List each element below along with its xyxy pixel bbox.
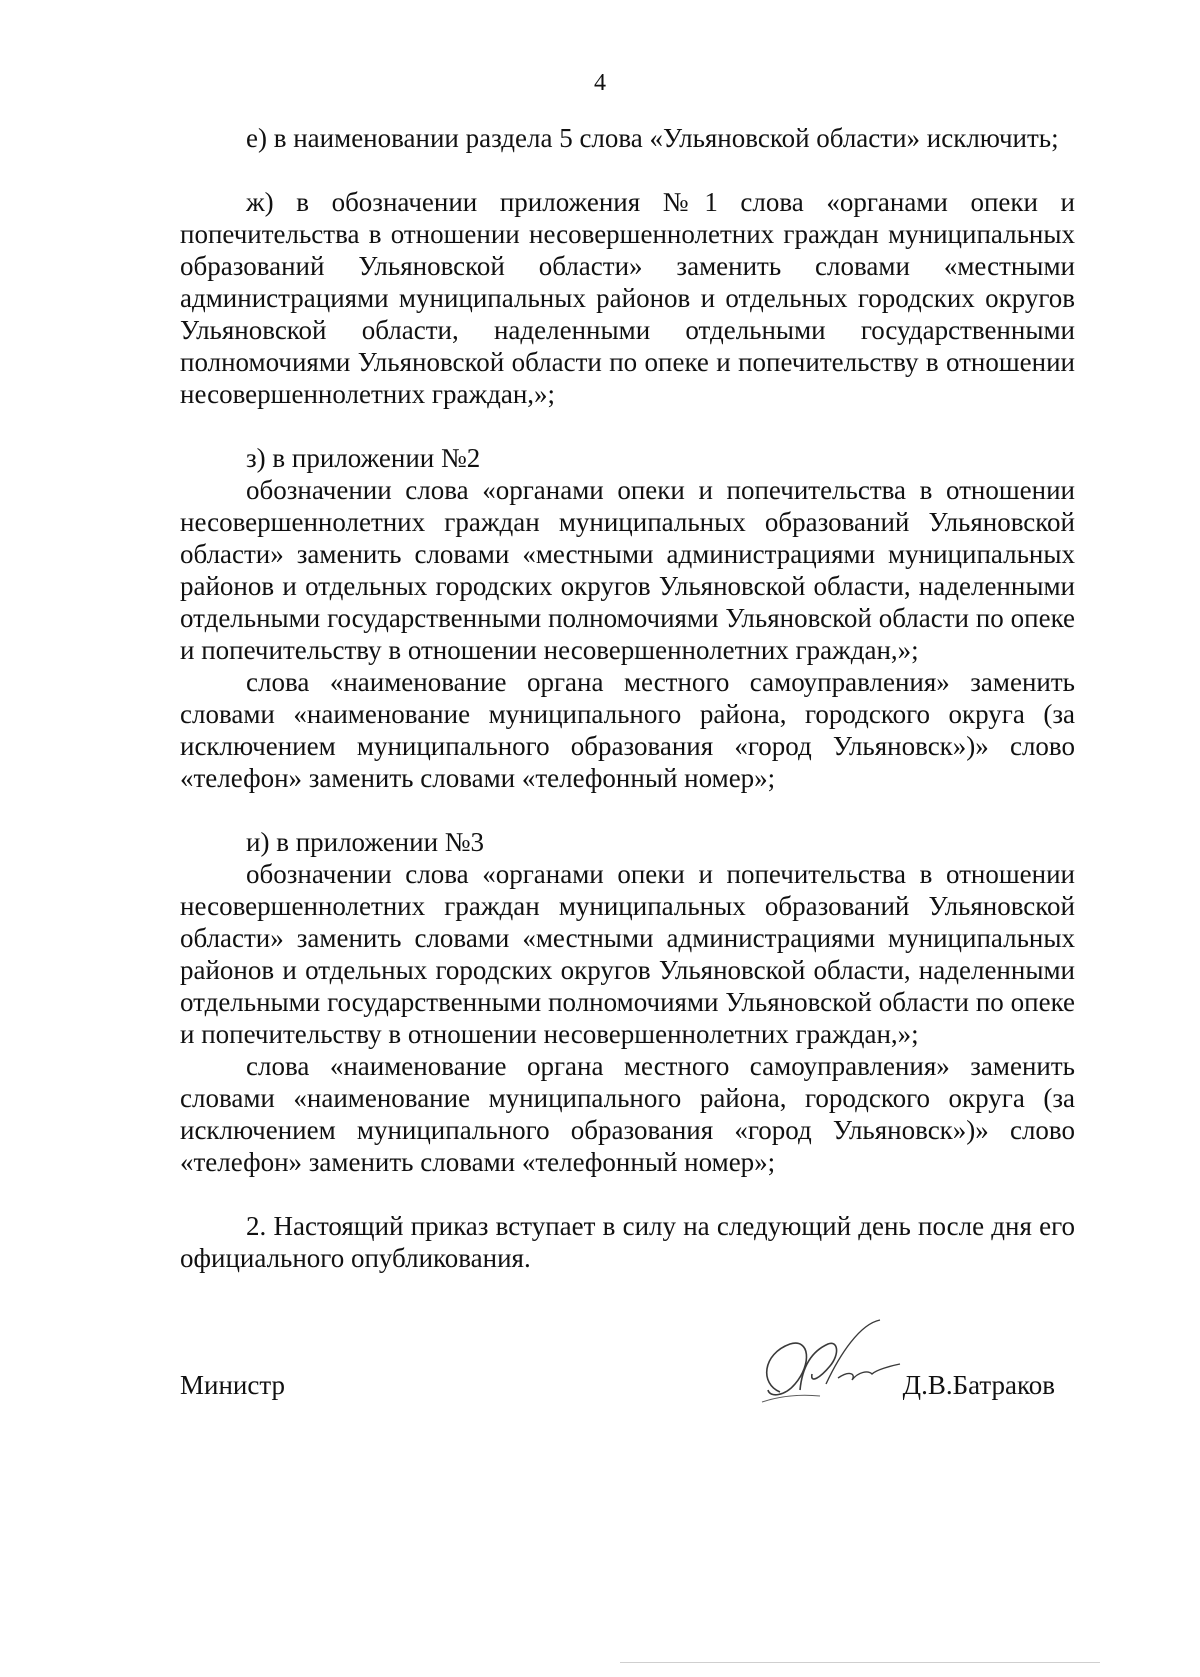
signer-name: Д.В.Батраков [902,1370,1055,1400]
paragraph-i-heading: и) в приложении №3 [246,827,485,857]
document-body [180,122,1075,1274]
paragraph-e: е) в наименовании раздела 5 слова «Ульяновской области» исключить; [246,123,1059,153]
signer-title: Министр [180,1370,285,1400]
paragraph-zh: ж) в обозначении приложения №1 слова «органами опеки и попечительства в отношении несовершеннолетних граждан муниципальных образований Ульяновской области» заменить словами «местными администрациями муниципальных районов и отдельных городских округов Ульяновской области, наделенными отдельными государственными полномочиями Ульяновской области по опеке и попечительству в отношении несовершеннолетних граждан,»; [180,187,1075,409]
signature-block [180,1348,1075,1408]
paragraph-item-2: 2. Настоящий приказ вступает в силу на следующий день после дня его официального опубликования. [180,1211,1075,1273]
handwritten-signature [740,1314,920,1414]
page-number: 4 [594,70,606,96]
footer-rule [620,1662,1100,1663]
paragraph-z-designation: обозначении слова «органами опеки и попечительства в отношении несовершеннолетних граждан муниципальных образований Ульяновской области» заменить словами «местными администрациями муниципальных районов и отдельных городских округов Ульяновской области, наделенными отдельными государственными полномочиями Ульяновской области по опеке и попечительству в отношении несовершеннолетних граждан,»; [180,475,1075,665]
paragraph-i-words: слова «наименование органа местного самоуправления» заменить словами «наименование муниципального района, городского округа (за исключением муниципального образования «город Ульяновск»)» слово «телефон» заменить словами «телефонный номер»; [180,1051,1075,1177]
paragraph-z-words: слова «наименование органа местного самоуправления» заменить словами «наименование муниципального района, городского округа (за исключением муниципального образования «город Ульяновск»)» слово «телефон» заменить словами «телефонный номер»; [180,667,1075,793]
paragraph-i-designation: обозначении слова «органами опеки и попечительства в отношении несовершеннолетних граждан муниципальных образований Ульяновской области» заменить словами «местными администрациями муниципальных районов и отдельных городских округов Ульяновской области, наделенными отдельными государственными полномочиями Ульяновской области по опеке и попечительству в отношении несовершеннолетних граждан,»; [180,859,1075,1049]
paragraph-z-heading: з) в приложении №2 [246,443,481,473]
